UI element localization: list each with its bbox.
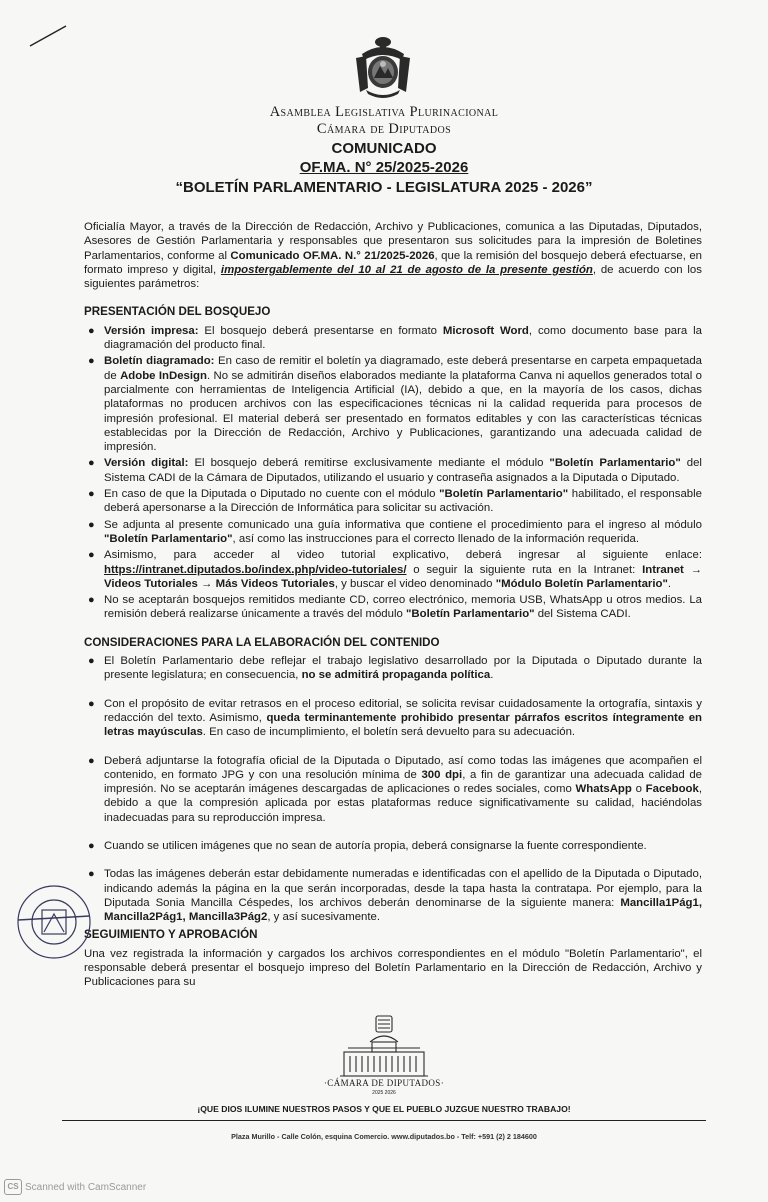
bullet-icon: ● (88, 754, 95, 767)
footer-logo-caption: ·CÁMARA DE DIPUTADOS· (323, 1078, 445, 1088)
bullet-icon: ● (88, 518, 95, 531)
document-type: COMUNICADO (331, 140, 437, 157)
list-item: ● Asimismo, para acceder al video tutorial explicativo, deberá ingresar al siguiente enlace: https://intranet.diputados.bo/index.php/video-tutoriales/ o seguir la siguiente ruta en la Intranet: Intranet → Videos Tutoriales → Más Videos Tutoriales, y buscar el video denominado "Módulo Boletín Parlamentario". (88, 549, 702, 590)
bullet-icon: ● (88, 839, 95, 852)
bullet-icon: ● (88, 324, 95, 337)
bullet-icon: ● (88, 355, 95, 368)
bullet-icon: ● (88, 868, 95, 881)
document-header (0, 104, 768, 197)
seguimiento-paragraph: Una vez registrada la información y cargados los archivos correspondientes en el módulo "Boletín Parlamentario", el responsable deberá presentar el bosquejo impreso del Boletín Parlamentario en la Dirección de Redacción, Archivo y Publicaciones para su (84, 947, 702, 989)
section-heading-consideraciones: CONSIDERACIONES PARA LA ELABORACIÓN DEL CONTENIDO (84, 635, 440, 649)
office-stamp-icon (14, 882, 94, 962)
bullet-icon: ● (88, 549, 95, 562)
footer-address: Plaza Murillo - Calle Colón, esquina Comercio. www.diputados.bo - Telf: +591 (2) 2 184600 (231, 1132, 537, 1141)
intro-paragraph: Oficialía Mayor, a través de la Dirección de Redacción, Archivo y Publicaciones, comunica a las Diputadas, Diputados, Asesores de Gestión Parlamentaria y responsables que presentaron sus solicitudes para la impresión de Boletines Parlamentarios, conforme al Comunicado OF.MA. N.° 21/2025-2026, que la remisión del bosquejo deberá efectuarse, en formato impreso y digital, impostergablemente del 10 al 21 de agosto de la presente gestión, de acuerdo con los siguientes parámetros: (84, 221, 703, 291)
section-heading-presentacion: PRESENTACIÓN DEL BOSQUEJO (84, 305, 271, 319)
pen-mark (28, 24, 68, 48)
list-item: ● Versión impresa: El bosquejo deberá presentarse en formato Microsoft Word, como documento base para la diagramación del producto final. (88, 324, 702, 352)
bullet-icon: ● (88, 594, 95, 607)
list-item: ● Boletín diagramado: En caso de remitir el boletín ya diagramado, este deberá presentarse en carpeta empaquetada de Adobe InDesign. No se admitirán diseños elaborados mediante la plataforma Canva ni aquellos generados total o parcialmente con herramientas de Inteligencia Artificial (IA), debido a que, en la mayoría de los casos, dichas plataformas no producen archivos con las especificaciones técnicas ni la calidad requerida para procesos de impresión profesional. El material deberá ser presentado en formatos editables y con las características técnicas establecidas por la Dirección de Redacción, Archivo y Publicaciones, garantizando una adecuada calidad de impresión. (88, 355, 703, 454)
scanner-watermark (4, 1179, 146, 1195)
camscanner-icon: CS (4, 1179, 22, 1195)
scanner-text: Scanned with CamScanner (25, 1181, 147, 1193)
document-body (84, 220, 702, 990)
list-item: ● Se adjunta al presente comunicado una guía informativa que contiene el procedimiento para el ingreso al módulo "Boletín Parlamentario", así como las instrucciones para el correcto llenado de la información requerida. (88, 518, 702, 545)
institution-name: Asamblea Legislativa Plurinacional (269, 104, 499, 120)
document-title: “BOLETÍN PARLAMENTARIO - LEGISLATURA 2025 - 2026” (175, 179, 593, 196)
consideraciones-list (84, 654, 702, 924)
bullet-icon: ● (88, 488, 95, 501)
coat-of-arms-icon (352, 34, 414, 98)
list-item: ● Versión digital: El bosquejo deberá remitirse exclusivamente mediante el módulo "Boletín Parlamentario" del Sistema CADI de la Cámara de Diputados, utilizando el usuario y contraseña asignados a la Diputada o Diputado. (88, 457, 702, 484)
video-tutorial-link[interactable]: https://intranet.diputados.bo/index.php/video-tutoriales/ (104, 563, 407, 576)
footer-logo-years: 2025 2026 (372, 1090, 396, 1096)
list-item: ● En caso de que la Diputada o Diputado no cuente con el módulo "Boletín Parlamentario" habilitado, el responsable deberá apersonarse a la Dirección de Informática para solicitar su activación. (88, 488, 702, 515)
presentacion-list (84, 324, 702, 622)
bullet-icon: ● (88, 697, 95, 710)
section-heading-seguimiento: SEGUIMIENTO Y APROBACIÓN (84, 928, 258, 942)
list-item: ● Con el propósito de evitar retrasos en el proceso editorial, se solicita revisar cuidadosamente la ortografía, sintaxis y redacción del texto. Asimismo, queda terminantemente prohibido presentar párrafos escritos íntegramente en letras mayúsculas. En caso de incumplimiento, el boletín será devuelto para su adecuación. (88, 697, 702, 739)
list-item: ● El Boletín Parlamentario debe reflejar el trabajo legislativo desarrollado por la Diputada o Diputado durante la presente legislatura; en consecuencia, no se admitirá propaganda política. (88, 655, 702, 682)
list-item: ● Todas las imágenes deberán estar debidamente numeradas e identificadas con el apellido de la Diputada o Diputado, indicando además la página en la que serán incorporadas, desde la tapa hasta la contratapa. Por ejemplo, para la Diputada Sonia Mancilla Céspedes, los archivos deberán denominarse de la siguiente manera: Mancilla1Pág1, Mancilla2Pág1, Mancilla3Pág2, y así sucesivamente. (88, 868, 702, 924)
bullet-icon: ● (88, 457, 95, 470)
list-item: ● Cuando se utilicen imágenes que no sean de autoría propia, deberá consignarse la fuente correspondiente. (88, 839, 647, 852)
chamber-name: Cámara de Diputados (316, 121, 452, 137)
document-number: OF.MA. N° 25/2025-2026 (299, 159, 469, 176)
footer-divider (62, 1120, 706, 1121)
list-item: ● No se aceptarán bosquejos remitidos mediante CD, correo electrónico, memoria USB, WhatsApp u otros medios. La remisión deberá realizarse únicamente a través del módulo "Boletín Parlamentario" del Sistema CADI. (88, 594, 702, 621)
bullet-icon: ● (88, 655, 95, 668)
footer-motto: ¡QUE DIOS ILUMINE NUESTROS PASOS Y QUE EL PUEBLO JUZGUE NUESTRO TRABAJO! (197, 1104, 571, 1114)
list-item: ● Deberá adjuntarse la fotografía oficial de la Diputada o Diputado, así como todas las imágenes que acompañen el contenido, en formato JPG y con una resolución mínima de 300 dpi, a fin de garantizar una adecuada calidad de impresión. No se aceptarán imágenes descargadas de aplicaciones o redes sociales, como WhatsApp o Facebook, debido a que la compresión aplicada por estas plataformas reduce significativamente su calidad, haciéndolas inadecuadas para su reproducción impresa. (88, 754, 703, 824)
